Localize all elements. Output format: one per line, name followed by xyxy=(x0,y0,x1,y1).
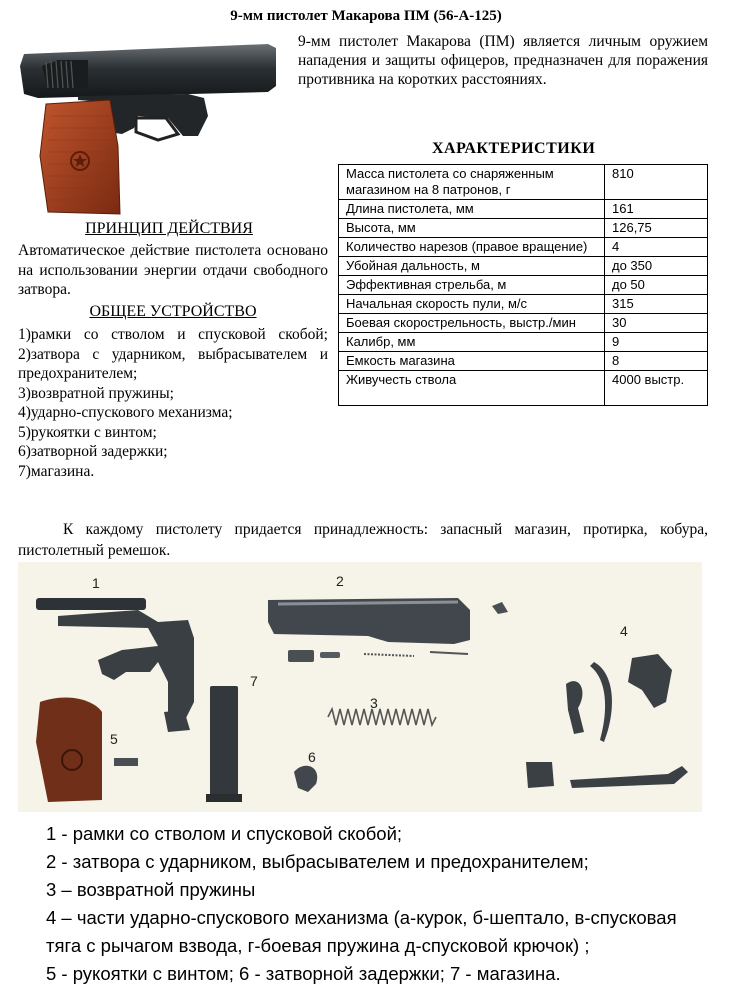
list-item: 6)затворной задержки; xyxy=(18,443,168,460)
spec-param: Количество нарезов (правое вращение) xyxy=(339,238,605,257)
table-row xyxy=(339,295,708,314)
spec-param: Емкость магазина xyxy=(339,352,605,371)
list-item: 2 - затвора с ударником, выбрасывателем и предохранителем; xyxy=(46,851,589,872)
spec-param: Длина пистолета, мм xyxy=(339,200,605,219)
device-heading: ОБЩЕЕ УСТРОЙСТВО xyxy=(89,303,257,320)
list-item: 1)рамки со стволом и спусковой скобой; xyxy=(18,326,328,343)
list-item: 5 - рукоятки с винтом; 6 - затворной задержки; 7 - магазина. xyxy=(46,963,561,984)
table-row xyxy=(339,352,708,371)
figure-label-3: 3 xyxy=(370,695,378,711)
spec-value: 30 xyxy=(605,314,708,333)
pistol-image xyxy=(18,36,288,216)
spec-param: Убойная дальность, м xyxy=(339,257,605,276)
figure-label-5: 5 xyxy=(110,731,118,747)
device-list xyxy=(18,325,328,481)
table-row xyxy=(339,371,708,406)
list-item: 4 – части ударно-спускового механизма (а-курок, б-шептало, в-спусковая тяга с рычагом взвода, г-боевая пружина д-спусковой крючок) ; xyxy=(46,907,677,956)
list-item: 4)ударно-спускового механизма; xyxy=(18,404,233,421)
page-title: 9-мм пистолет Макарова ПМ (56-А-125) xyxy=(230,8,502,24)
table-row xyxy=(339,333,708,352)
magazine-part xyxy=(206,686,242,802)
intro-paragraph: 9-мм пистолет Макарова (ПМ) является личным оружием нападения и защиты офицеров, предназначен для поражения противника на коротких расстояниях. xyxy=(298,33,708,88)
list-item: 1 - рамки со стволом и спусковой скобой; xyxy=(46,823,403,844)
figure-label-6: 6 xyxy=(308,749,316,765)
figure-label-4: 4 xyxy=(620,623,628,639)
figure-label-2: 2 xyxy=(336,573,344,589)
specs-table xyxy=(338,164,708,406)
spec-value: 4 xyxy=(605,238,708,257)
spec-value: 315 xyxy=(605,295,708,314)
list-item: 2)затвора с ударником, выбрасывателем и предохранителем; xyxy=(18,345,328,382)
spec-param: Масса пистолета со снаряженным магазином на 8 патронов, г xyxy=(339,165,605,200)
figure-label-1: 1 xyxy=(92,575,100,591)
table-row xyxy=(339,219,708,238)
parts-legend xyxy=(46,820,696,988)
spec-param: Эффективная стрельба, м xyxy=(339,276,605,295)
parts-figure xyxy=(18,562,702,812)
table-row xyxy=(339,314,708,333)
table-row xyxy=(339,238,708,257)
spec-param: Калибр, мм xyxy=(339,333,605,352)
spec-param: Живучесть ствола xyxy=(339,371,605,406)
spec-value: 8 xyxy=(605,352,708,371)
spec-value: 810 xyxy=(605,165,708,200)
spec-param: Боевая скорострельность, выстр./мин xyxy=(339,314,605,333)
list-item: 7)магазина. xyxy=(18,462,95,480)
spec-value: 161 xyxy=(605,200,708,219)
principle-heading: ПРИНЦИП ДЕЙСТВИЯ xyxy=(85,220,253,237)
list-item: 5)рукоятки с винтом; xyxy=(18,423,157,441)
spec-value: до 350 xyxy=(605,257,708,276)
list-item: 3 – возвратной пружины xyxy=(46,879,256,900)
table-row xyxy=(339,257,708,276)
accessories-paragraph: К каждому пистолету придается принадлежность: запасный магазин, протирка, кобура, пистолетный ремешок. xyxy=(18,521,708,559)
principle-text: Автоматическое действие пистолета основано на использовании энергии отдачи свободного затвора. xyxy=(18,242,328,298)
spec-param: Начальная скорость пули, м/с xyxy=(339,295,605,314)
table-row xyxy=(339,200,708,219)
spec-value: до 50 xyxy=(605,276,708,295)
figure-label-7: 7 xyxy=(250,673,258,689)
spec-value: 9 xyxy=(605,333,708,352)
table-row xyxy=(339,276,708,295)
spec-value: 126,75 xyxy=(605,219,708,238)
list-item: 3)возвратной пружины; xyxy=(18,384,174,402)
table-row xyxy=(339,165,708,200)
specs-heading: ХАРАКТЕРИСТИКИ xyxy=(432,140,596,157)
spec-param: Высота, мм xyxy=(339,219,605,238)
spec-value: 4000 выстр. xyxy=(605,371,708,406)
